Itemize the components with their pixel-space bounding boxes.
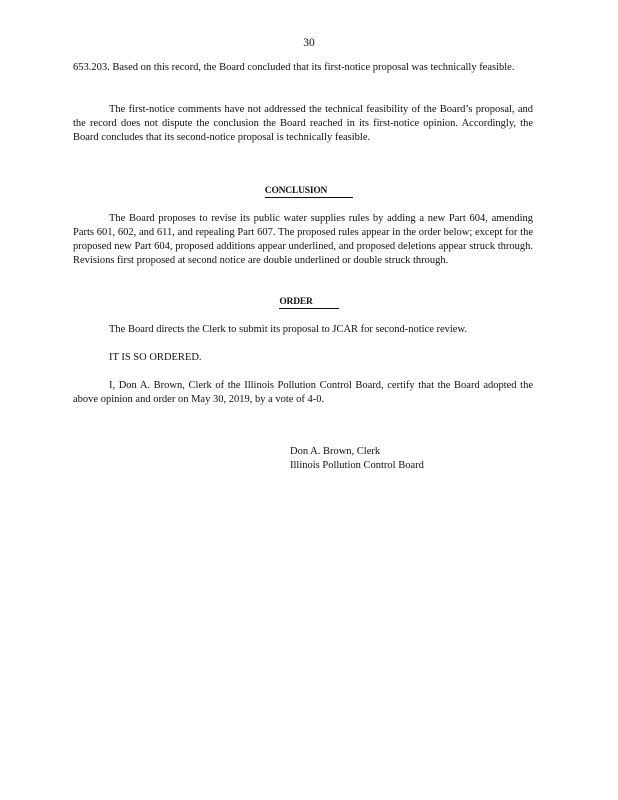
page-number: 30 (303, 37, 315, 49)
conclusion-heading (0, 186, 618, 198)
signature-name: Don A. Brown, Clerk (290, 446, 381, 457)
paragraph-clerk-certification: I, Don A. Brown, Clerk of the Illinois Pollution Control Board, certify that the Board adopted the above opinion and order on May 30, 2019, by a vote of 4-0. (73, 380, 533, 405)
signature-organization: Illinois Pollution Control Board (290, 460, 424, 471)
paragraph-first-notice-comments: The first-notice comments have not addressed the technical feasibility of the Board’s proposal, and the record does not dispute the conclusion the Board reached in its first-notice opinion. Accordingly, the Board concludes that its second-notice proposal is technically feasible. (73, 104, 533, 143)
paragraph-order-directive: The Board directs the Clerk to submit its proposal to JCAR for second-notice review. (109, 324, 467, 335)
order-heading (0, 297, 618, 309)
conclusion-heading-text: CONCLUSION (265, 186, 353, 198)
order-heading-text: ORDER (279, 297, 338, 309)
signature-block (290, 445, 550, 473)
paragraph-so-ordered: IT IS SO ORDERED. (109, 352, 202, 363)
paragraph-record-basis: 653.203. Based on this record, the Board concluded that its first-notice proposal was technically feasible. (73, 62, 515, 73)
paragraph-conclusion: The Board proposes to revise its public water supplies rules by adding a new Part 604, amending Parts 601, 602, and 611, and repealing Part 607. The proposed rules appear in the order below; except for the proposed new Part 604, proposed additions appear underlined, and proposed deletions appear struck through. Revisions first proposed at second notice are double underlined or double struck through. (73, 213, 533, 266)
